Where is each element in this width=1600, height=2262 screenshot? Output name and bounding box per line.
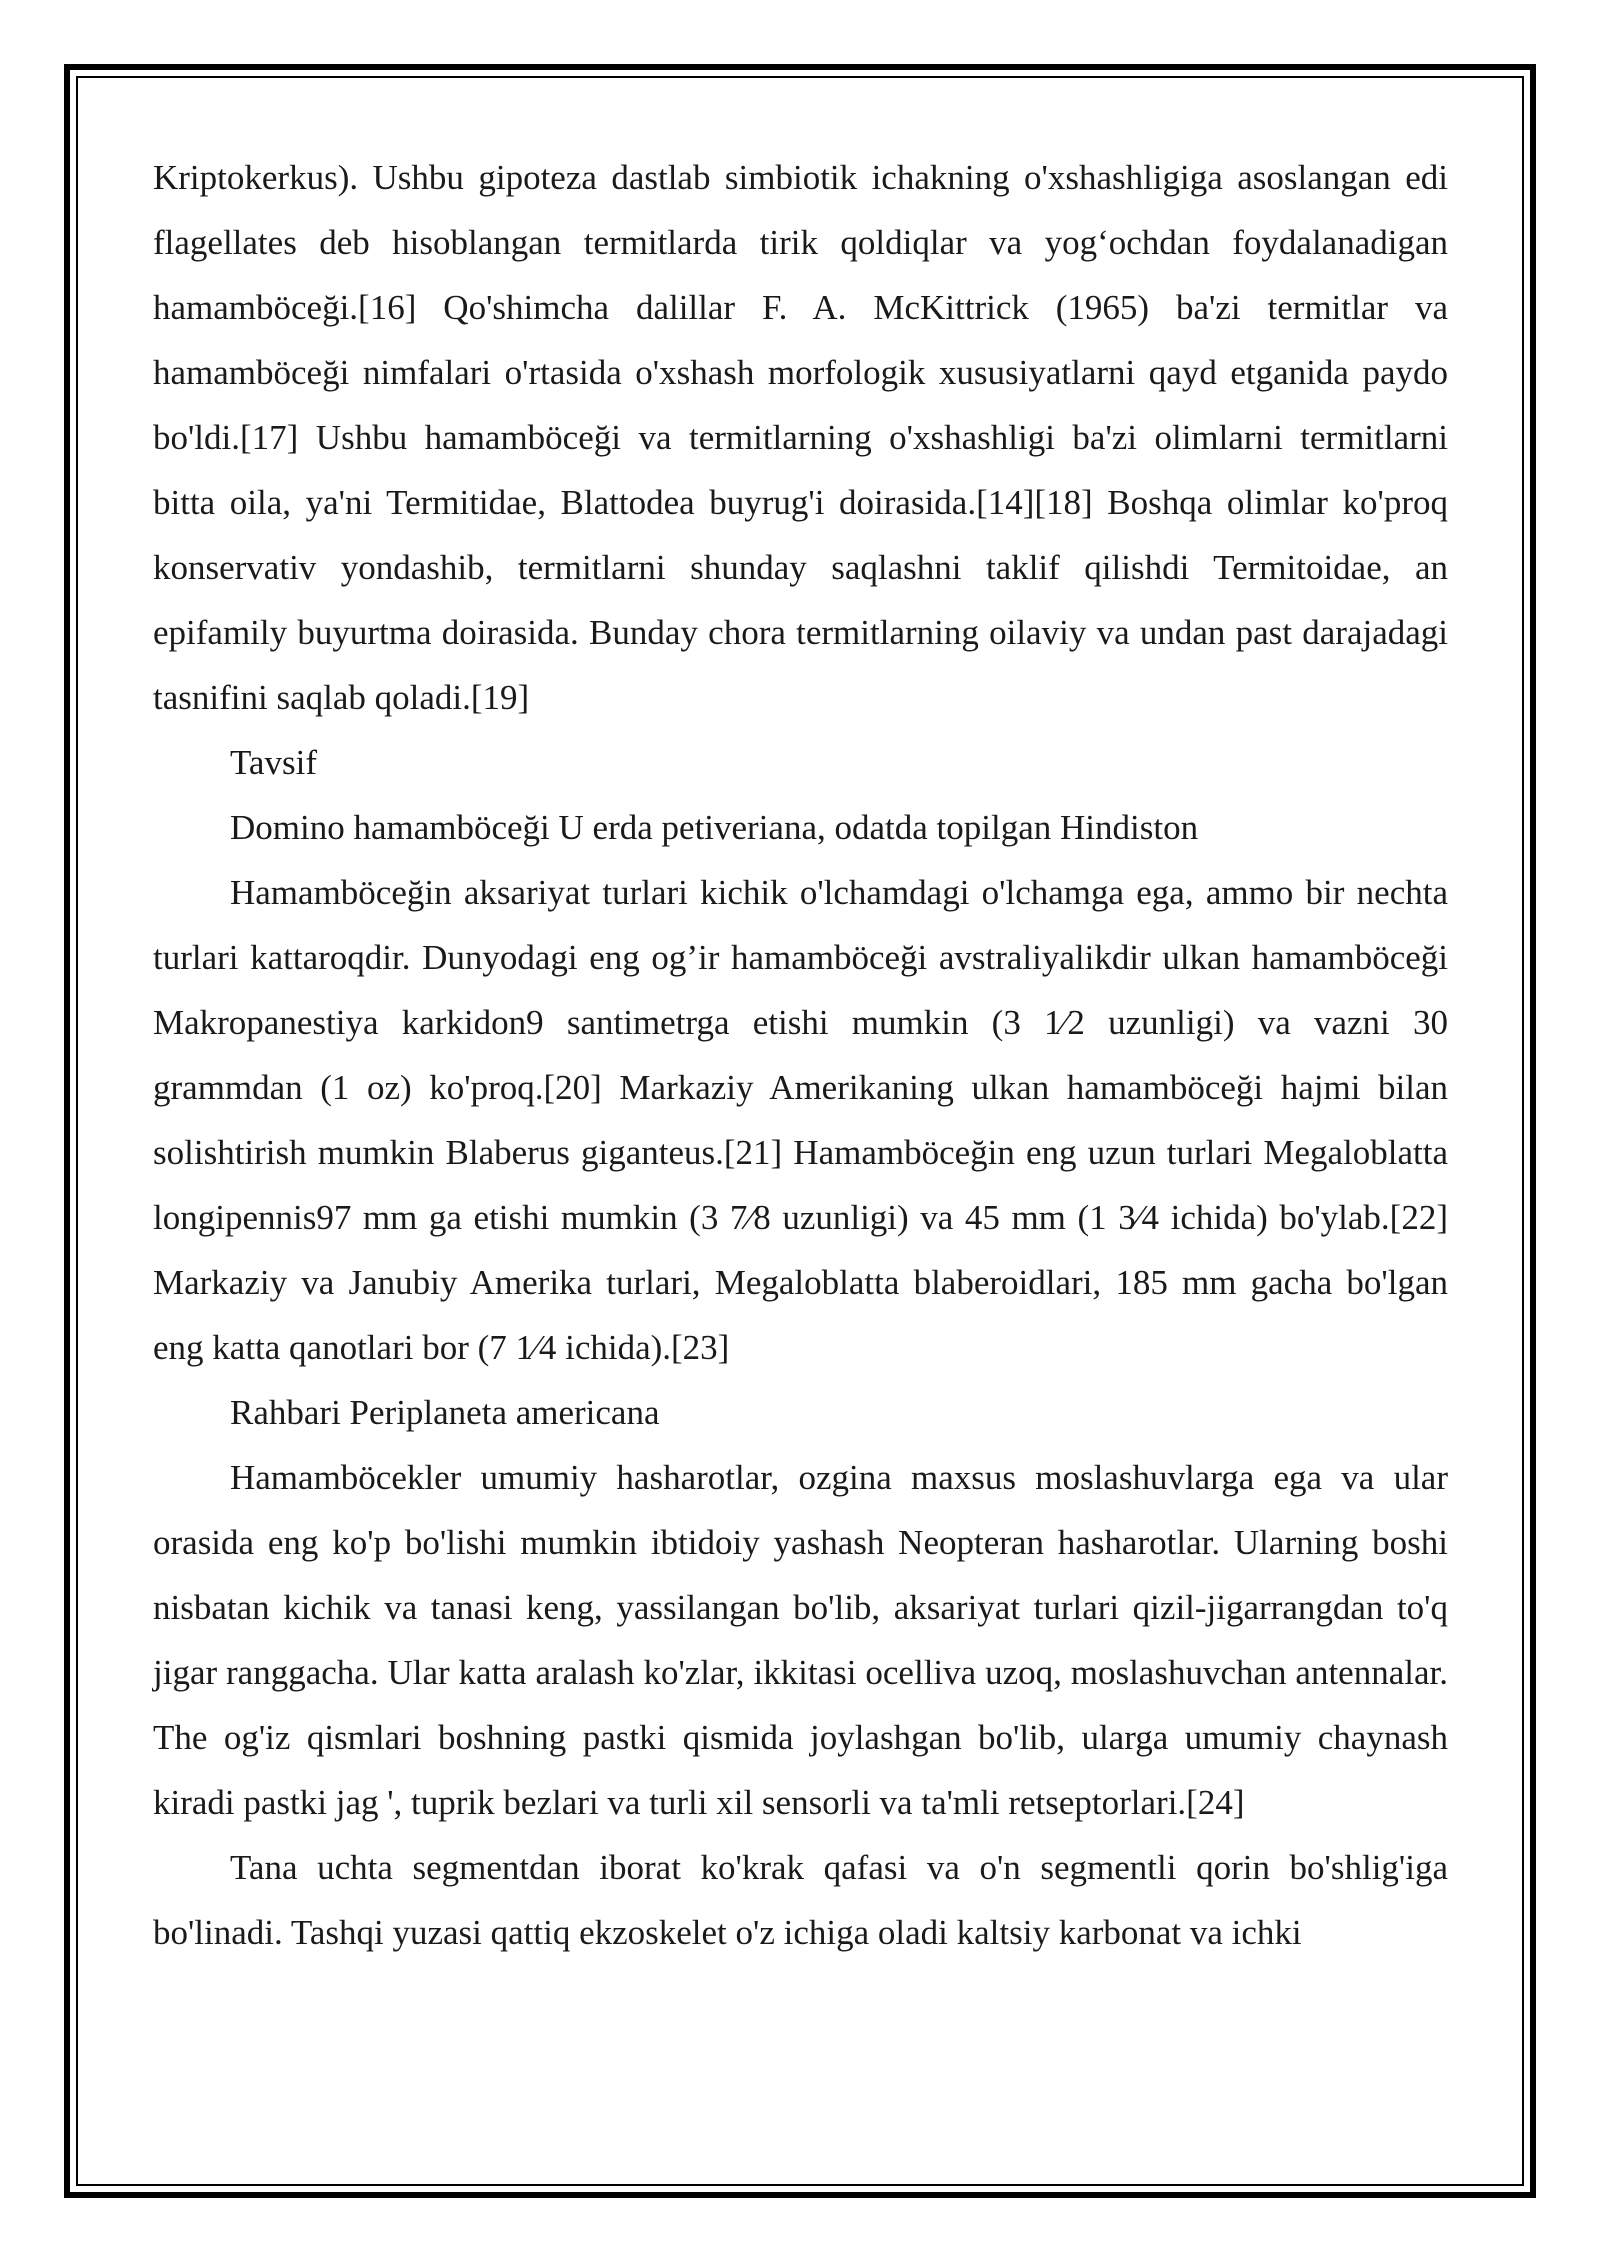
image-caption-domino: Domino hamamböceği U erda petiveriana, odatda topilgan Hindiston bbox=[230, 808, 1199, 847]
paragraph-taxonomy: Kriptokerkus). Ushbu gipoteza dastlab simbiotik ichakning o'xshashligiga asoslangan edi flagellates deb hisoblangan termitlarda tirik qoldiqlar va yog‘ochdan foydalanadigan hamamböceği.[16] Qo'shimcha dalillar F. A. McKittrick (1965) ba'zi termitlar va hamamböceği nimfalari o'rtasida o'xshash morfologik xususiyatlarni qayd etganida paydo bo'ldi.[17] Ushbu hamamböceği va termitlarning o'xshashligi ba'zi olimlarni termitlarni bitta oila, ya'ni Termitidae, Blattodea buyrug'i doirasida.[14][18] Boshqa olimlar ko'proq konservativ yondashib, termitlarni shunday saqlashni taklif qilishdi Termitoidae, an epifamily buyurtma doirasida. Bunday chora termitlarning oilaviy va undan past darajadagi tasnifini saqlab qoladi.[19] bbox=[153, 158, 1448, 717]
image-caption-periplaneta: Rahbari Periplaneta americana bbox=[230, 1393, 660, 1432]
paragraph-anatomy: Hamamböcekler umumiy hasharotlar, ozgina maxsus moslashuvlarga ega va ular orasida eng ko'p bo'lishi mumkin ibtidoiy yashash Neopteran hasharotlar. Ularning boshi nisbatan kichik va tanasi keng, yassilangan bo'lib, aksariyat turlari qizil-jigarrangdan to'q jigar ranggacha. Ular katta aralash ko'zlar, ikkitasi ocelliva uzoq, moslashuvchan antennalar. The og'iz qismlari boshning pastki qismida joylashgan bo'lib, ularga umumiy chaynash kiradi pastki jag ', tuprik bezlari va turli xil sensorli va ta'mli retseptorlari.[24] bbox=[153, 1458, 1448, 1822]
section-heading-tavsif: Tavsif bbox=[230, 743, 317, 782]
document-body bbox=[153, 145, 1448, 1965]
paragraph-body-segments: Tana uchta segmentdan iborat ko'krak qafasi va o'n segmentli qorin bo'shlig'iga bo'linadi. Tashqi yuzasi qattiq ekzoskelet o'z ichiga oladi kaltsiy karbonat va ichki bbox=[153, 1848, 1448, 1952]
paragraph-size: Hamamböceğin aksariyat turlari kichik o'lchamdagi o'lchamga ega, ammo bir nechta turlari kattaroqdir. Dunyodagi eng og’ir hamamböceği avstraliyalikdir ulkan hamamböceği Makropanestiya karkidon9 santimetrga etishi mumkin (3 1⁄2 uzunligi) va vazni 30 grammdan (1 oz) ko'proq.[20] Markaziy Amerikaning ulkan hamamböceği hajmi bilan solishtirish mumkin Blaberus giganteus.[21] Hamamböceğin eng uzun turlari Megaloblatta longipennis97 mm ga etishi mumkin (3 7⁄8 uzunligi) va 45 mm (1 3⁄4 ichida) bo'ylab.[22] Markaziy va Janubiy Amerika turlari, Megaloblatta blaberoidlari, 185 mm gacha bo'lgan eng katta qanotlari bor (7 1⁄4 ichida).[23] bbox=[153, 873, 1448, 1367]
